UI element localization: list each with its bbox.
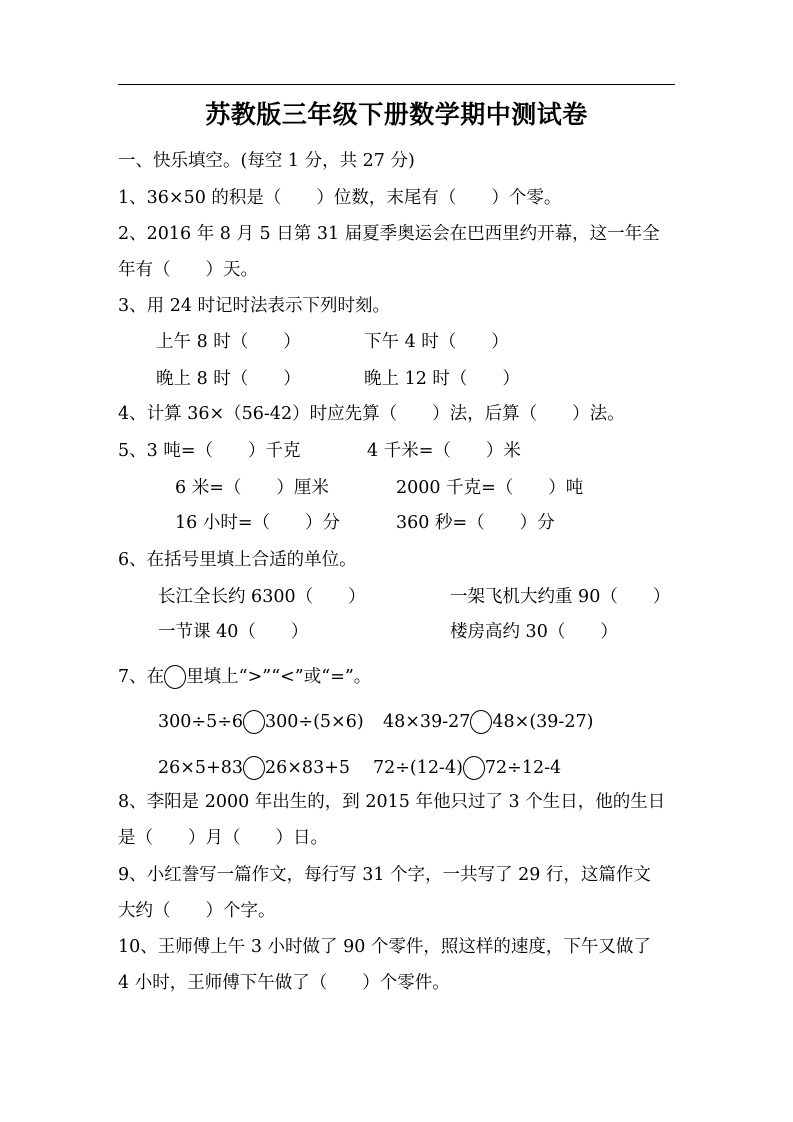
q7-expr-left: 300÷5÷6 xyxy=(158,712,243,732)
comparison-circle-icon xyxy=(243,756,265,780)
q7-prefix: 7、在 xyxy=(118,667,165,687)
question-3: 3、用 24 时记时法表示下列时刻。 xyxy=(118,296,391,316)
q6-item-1: 长江全长约 6300（ ） xyxy=(158,587,366,607)
q3-item-2: 下午 4 时（ ） xyxy=(364,332,509,352)
q5-item-1: 5、3 吨=（ ）千克 xyxy=(118,441,301,461)
q5-item-6: 360 秒=（ ）分 xyxy=(396,513,555,533)
question-10-line-1: 10、王师傅上午 3 小时做了 90 个零件，照这样的速度，下午又做了 xyxy=(118,937,651,957)
comparison-circle-icon xyxy=(164,665,186,689)
question-9-line-2: 大约（ ）个字。 xyxy=(118,901,276,921)
question-6: 6、在括号里填上合适的单位。 xyxy=(118,550,357,570)
q7-expr-right: 26×83+5 xyxy=(265,758,350,778)
q7-expr-right: 300÷(5×6) xyxy=(265,712,364,732)
q6-item-2: 一架飞机大约重 90（ ） xyxy=(450,587,671,607)
question-8-line-1: 8、李阳是 2000 年出生的，到 2015 年他只过了 3 个生日，他的生日 xyxy=(118,792,666,812)
section-heading: 一、快乐填空。(每空 1 分，共 27 分) xyxy=(118,151,415,171)
q3-item-4: 晚上 12 时（ ） xyxy=(364,369,520,389)
question-4: 4、计算 36×（56-42）时应先算（ ）法，后算（ ）法。 xyxy=(118,404,625,424)
q6-item-3: 一节课 40（ ） xyxy=(158,622,309,642)
q7-expr-left: 26×5+83 xyxy=(158,758,243,778)
question-8-line-2: 是（ ）月（ ）日。 xyxy=(118,828,328,848)
q5-item-4: 2000 千克=（ ）吨 xyxy=(396,478,584,498)
question-10-line-2: 4 小时，王师傅下午做了（ ）个零件。 xyxy=(118,973,450,993)
q5-item-5: 16 小时=（ ）分 xyxy=(175,513,340,533)
question-9-line-1: 9、小红誊写一篇作文，每行写 31 个字，一共写了 29 行，这篇作文 xyxy=(118,865,651,885)
q5-item-3: 6 米=（ ）厘米 xyxy=(175,478,329,498)
header-rule xyxy=(118,84,675,85)
q3-item-3: 晚上 8 时（ ） xyxy=(156,369,301,389)
comparison-circle-icon xyxy=(470,710,492,734)
q7-comparison-4 xyxy=(373,756,561,780)
question-7 xyxy=(118,665,371,689)
question-2-line-2: 年有（ ）天。 xyxy=(118,260,258,280)
q7-suffix: 里填上“>”“<”或“=”。 xyxy=(186,667,372,687)
q7-expr-left: 48×39-27 xyxy=(383,712,471,732)
question-2-line-1: 2、2016 年 8 月 5 日第 31 届夏季奥运会在巴西里约开幕，这一年全 xyxy=(118,224,660,244)
comparison-circle-icon xyxy=(463,756,485,780)
page-title: 苏教版三年级下册数学期中测试卷 xyxy=(205,100,588,129)
comparison-circle-icon xyxy=(243,710,265,734)
q3-item-1: 上午 8 时（ ） xyxy=(156,332,301,352)
question-1: 1、36×50 的积是（ ）位数，末尾有（ ）个零。 xyxy=(118,188,562,208)
q7-expr-right: 48×(39-27) xyxy=(492,712,594,732)
q7-expr-left: 72÷(12-4) xyxy=(373,758,463,778)
q6-item-4: 楼房高约 30（ ） xyxy=(450,622,618,642)
q7-comparison-1 xyxy=(158,710,364,734)
q5-item-2: 4 千米=（ ）米 xyxy=(367,441,521,461)
q7-expr-right: 72÷12-4 xyxy=(484,758,562,778)
q7-comparison-2 xyxy=(383,710,593,734)
q7-comparison-3 xyxy=(158,756,350,780)
